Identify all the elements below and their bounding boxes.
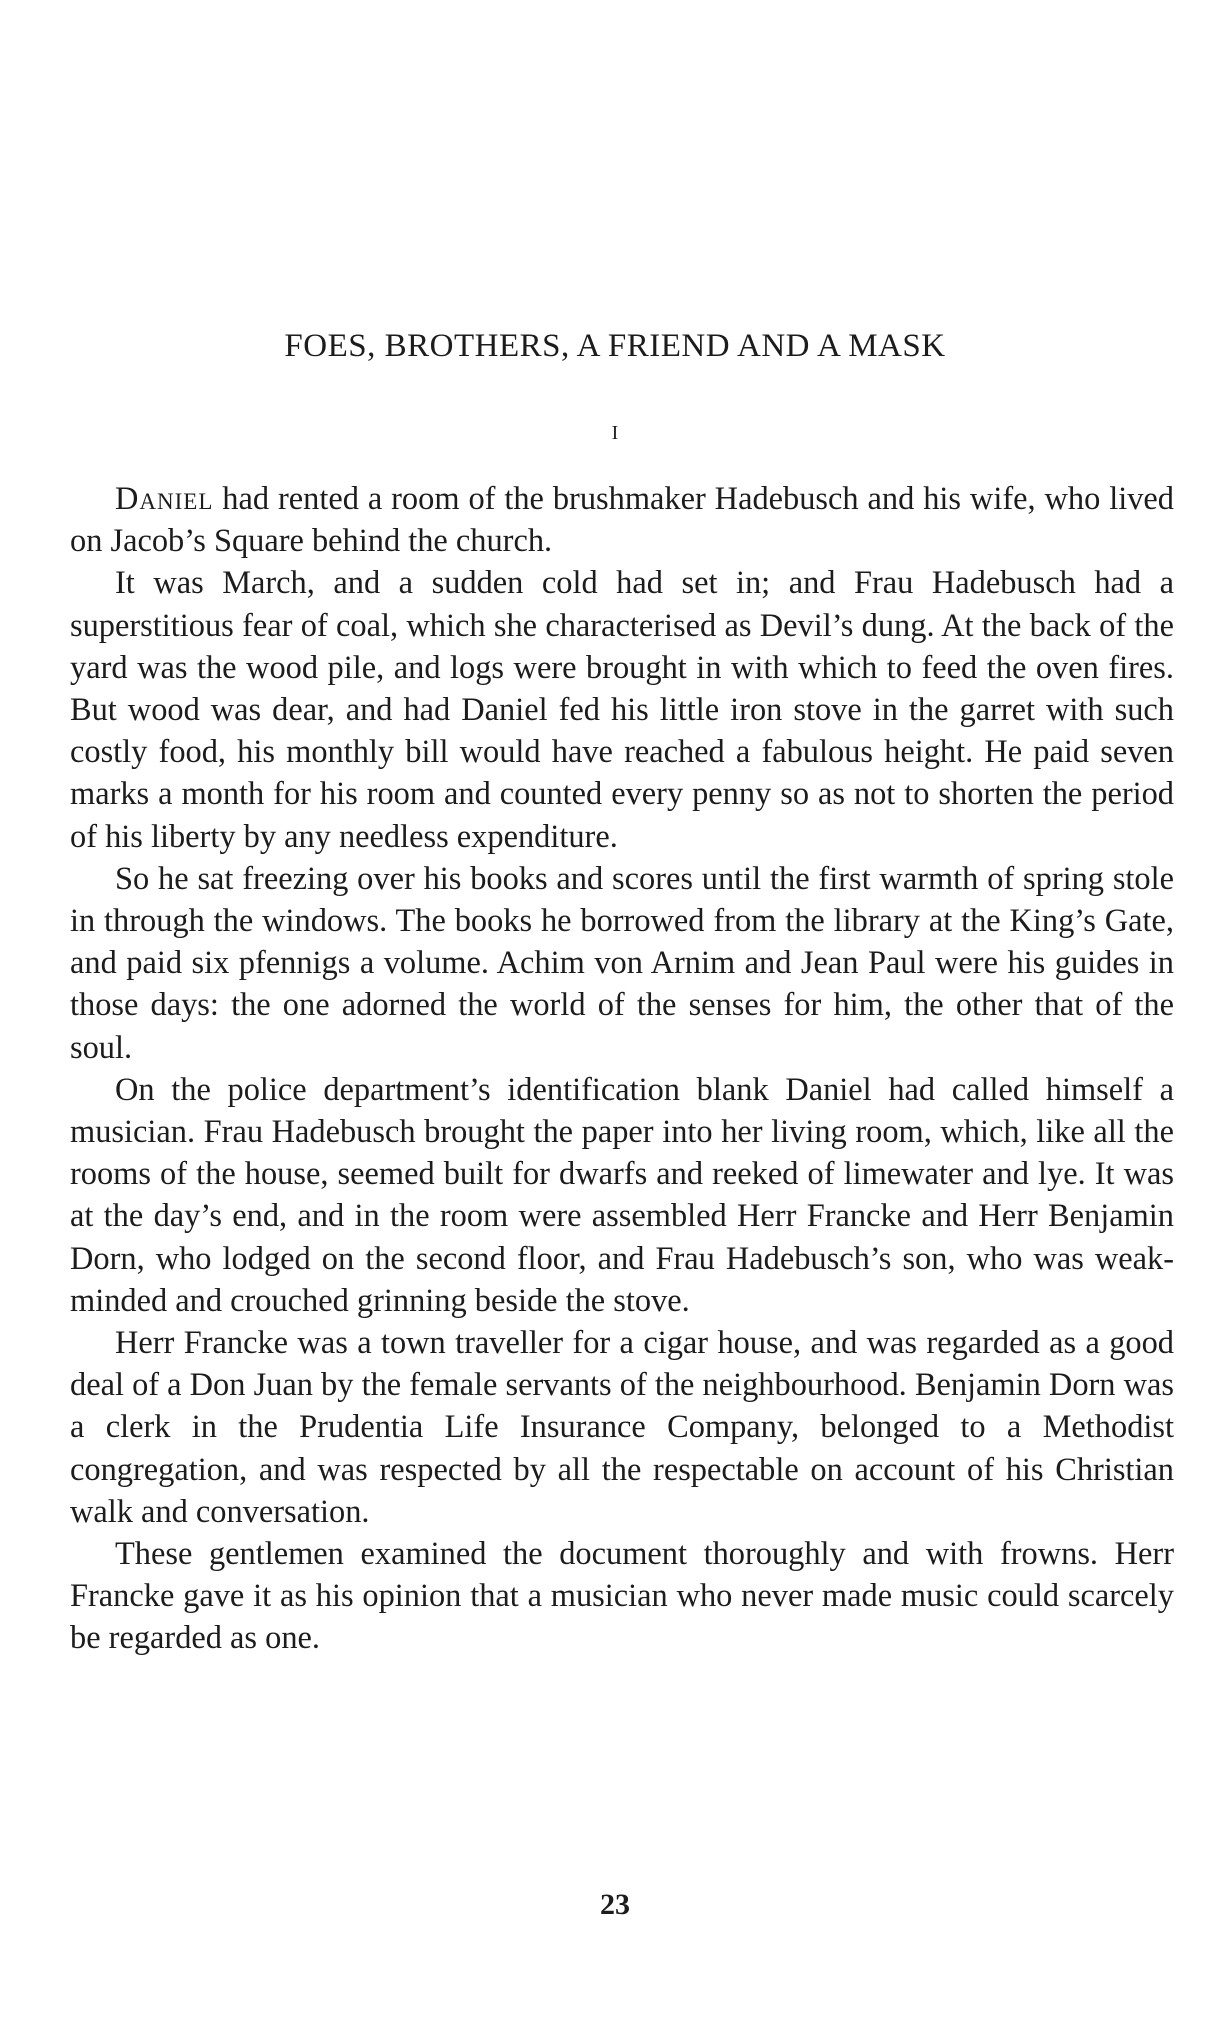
section-number: I	[611, 422, 619, 444]
paragraph-lead-word: Daniel	[115, 481, 214, 517]
paragraph-4: On the police department’s identification blank Daniel had called himself a musician. Frau Hadebusch brought the paper into her living room, which, like all the rooms of the house, seemed built for dwarfs and reeked of limewater and lye. It was at the day’s end, and in the room were assembled Herr Francke and Herr Benjamin Dorn, who lodged on the second floor, and Frau Hadebusch’s son, who was weak-minded and crouched grinning beside the stove.	[70, 1071, 1174, 1319]
paragraph-text: had rented a room of the brushmaker Hadebusch and his wife, who lived on Jacob’s Square behind the church.	[70, 481, 1174, 560]
paragraph-2: It was March, and a sudden cold had set in; and Frau Hadebusch had a superstitious fear of coal, which she characterised as Devil’s dung. At the back of the yard was the wood pile, and logs were brought in with which to feed the oven fires. But wood was dear, and had Daniel fed his little iron stove in the garret with such costly food, his monthly bill would have reached a fabulous height. He paid seven marks a month for his room and counted every penny so as not to shorten the period of his liberty by any needless expenditure.	[70, 565, 1174, 855]
paragraph-5: Herr Francke was a town traveller for a cigar house, and was regarded as a good deal of a Don Juan by the female servants of the neighbourhood. Benjamin Dorn was a clerk in the Prudentia Life Insurance Company, belonged to a Methodist congregation, and was respected by all the respectable on account of his Christian walk and conversation.	[70, 1325, 1174, 1530]
paragraph-3: So he sat freezing over his books and scores until the first warmth of spring stole in through the windows. The books he borrowed from the library at the King’s Gate, and paid six pfennigs a volume. Achim von Arnim and Jean Paul were his guides in those days: the one adorned the world of the senses for him, the other that of the soul.	[70, 860, 1174, 1066]
page-number: 23	[600, 1888, 630, 1921]
chapter-title: FOES, BROTHERS, A FRIEND AND A MASK	[284, 328, 946, 364]
paragraph-6: These gentlemen examined the document thoroughly and with frowns. Herr Francke gave it as his opinion that a musician who never made music could scarcely be regarded as one.	[70, 1536, 1174, 1657]
body-text	[70, 478, 1174, 1660]
paragraph-1	[70, 478, 1174, 562]
